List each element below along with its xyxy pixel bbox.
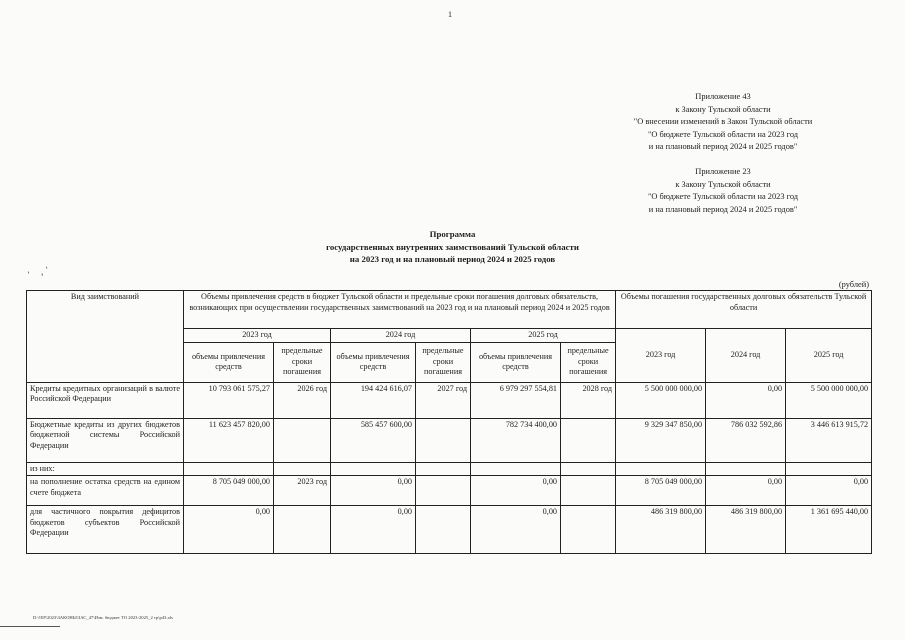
annex-line: и на плановый период 2024 и 2025 годов" (648, 204, 798, 214)
cell-repay-2023 (616, 462, 706, 476)
annex-line: "О внесении изменений в Закон Тульской области (633, 117, 813, 126)
cell-volume-2024: 0,00 (331, 506, 416, 554)
cell-repay-2024: 0,00 (706, 382, 786, 418)
cell-volume-2023: 0,00 (184, 506, 274, 554)
title-line: на 2023 год и на плановый период 2024 и 2025 годов (349, 254, 556, 264)
cell-term-2024 (416, 476, 471, 506)
footer-file-path: D:\!EP\2023\ЗАКОНЫ\ЗАС_47\Изм. бюджет ТО 2023-2025_2 тр\р43.xls (33, 615, 173, 620)
borrowing-table (26, 290, 872, 554)
document-title (0, 228, 905, 266)
header-year-2024: 2024 год (331, 329, 471, 343)
row-label: Бюджетные кредиты из других бюджетов бюджетной системы Российской Федерации (27, 418, 184, 462)
cell-term-2025 (561, 462, 616, 476)
row-label: Кредиты кредитных организаций в валюте Российской Федерации (27, 382, 184, 418)
annex-line: "О бюджете Тульской области на 2023 год (647, 192, 799, 201)
annex-line: Приложение 23 (695, 167, 751, 176)
header-attract-group: Объемы привлечения средств в бюджет Тульской области и предельные сроки погашения долговых обязательств, возникающих при осуществлении государственных заимствований на 2023 год и на плановый период 2024 и 2025 годов (184, 291, 616, 329)
cell-repay-2024 (706, 462, 786, 476)
header-repay-2025: 2025 год (786, 329, 872, 383)
cell-term-2023 (274, 506, 331, 554)
cell-repay-2025: 3 446 613 915,72 (786, 418, 872, 462)
cell-term-2023: 2023 год (274, 476, 331, 506)
table-row (27, 506, 872, 554)
header-type: Вид заимствований (27, 291, 184, 383)
annex-line: к Закону Тульской области (675, 179, 771, 189)
footer-divider (0, 626, 60, 627)
table-row (27, 462, 872, 476)
header-repay-2023: 2023 год (616, 329, 706, 383)
cell-term-2024 (416, 418, 471, 462)
row-label: из них: (27, 462, 184, 476)
cell-volume-2023: 10 793 061 575,27 (184, 382, 274, 418)
units-label: (рублей) (838, 280, 869, 289)
header-repay-2024: 2024 год (706, 329, 786, 383)
cell-repay-2024: 786 032 592,86 (706, 418, 786, 462)
cell-volume-2024: 0,00 (331, 476, 416, 506)
header-term-2025: предельные сроки погашения (561, 342, 616, 382)
annex-line: и на плановый период 2024 и 2025 годов" (648, 142, 798, 151)
cell-repay-2024: 486 319 800,00 (706, 506, 786, 554)
cell-repay-2023: 5 500 000 000,00 (616, 382, 706, 418)
header-repay-group: Объемы погашения государственных долговых обязательств Тульской области (616, 291, 872, 329)
annex-line: Приложение 43 (695, 92, 751, 101)
row-label: для частичного покрытия дефицитов бюджетов субъектов Российской Федерации (27, 506, 184, 554)
cell-repay-2024: 0,00 (706, 476, 786, 506)
header-term-2023: предельные сроки погашения (274, 342, 331, 382)
cell-repay-2023: 9 329 347 850,00 (616, 418, 706, 462)
cell-term-2023 (274, 462, 331, 476)
annex-current (613, 91, 833, 154)
cell-term-2023: 2026 год (274, 382, 331, 418)
cell-repay-2023: 486 319 800,00 (616, 506, 706, 554)
cell-term-2024: 2027 год (416, 382, 471, 418)
cell-repay-2023: 8 705 049 000,00 (616, 476, 706, 506)
cell-volume-2025: 782 734 400,00 (471, 418, 561, 462)
cell-term-2025 (561, 506, 616, 554)
header-year-2025: 2025 год (471, 329, 616, 343)
cell-volume-2024: 585 457 600,00 (331, 418, 416, 462)
margin-mark: ' ,' (26, 264, 54, 281)
cell-volume-2023 (184, 462, 274, 476)
cell-repay-2025: 1 361 695 440,00 (786, 506, 872, 554)
row-label: на пополнение остатка средств на едином счете бюджета (27, 476, 184, 506)
cell-term-2024 (416, 462, 471, 476)
table-row (27, 382, 872, 418)
cell-term-2025 (561, 418, 616, 462)
cell-volume-2024 (331, 462, 416, 476)
cell-repay-2025 (786, 462, 872, 476)
table-row (27, 476, 872, 506)
annex-original (613, 166, 833, 216)
cell-term-2024 (416, 506, 471, 554)
cell-repay-2025: 5 500 000 000,00 (786, 382, 872, 418)
header-year-2023: 2023 год (184, 329, 331, 343)
cell-volume-2023: 11 623 457 820,00 (184, 418, 274, 462)
cell-volume-2023: 8 705 049 000,00 (184, 476, 274, 506)
cell-volume-2025: 6 979 297 554,81 (471, 382, 561, 418)
annex-line: "О бюджете Тульской области на 2023 год (647, 129, 799, 139)
page-number: 1 (448, 10, 452, 19)
title-line: государственных внутренних заимствований Тульской области (326, 241, 579, 252)
cell-volume-2025 (471, 462, 561, 476)
header-term-2024: предельные сроки погашения (416, 342, 471, 382)
cell-volume-2025: 0,00 (471, 506, 561, 554)
table-row (27, 418, 872, 462)
cell-term-2025 (561, 476, 616, 506)
cell-term-2025: 2028 год (561, 382, 616, 418)
cell-term-2023 (274, 418, 331, 462)
cell-repay-2025: 0,00 (786, 476, 872, 506)
cell-volume-2024: 194 424 616,07 (331, 382, 416, 418)
header-volume-2023: объемы привлечения средств (184, 342, 274, 382)
header-volume-2024: объемы привлечения средств (331, 342, 416, 382)
annex-line: к Закону Тульской области (675, 104, 771, 114)
header-volume-2025: объемы привлечения средств (471, 342, 561, 382)
title-line: Программа (429, 229, 476, 239)
cell-volume-2025: 0,00 (471, 476, 561, 506)
